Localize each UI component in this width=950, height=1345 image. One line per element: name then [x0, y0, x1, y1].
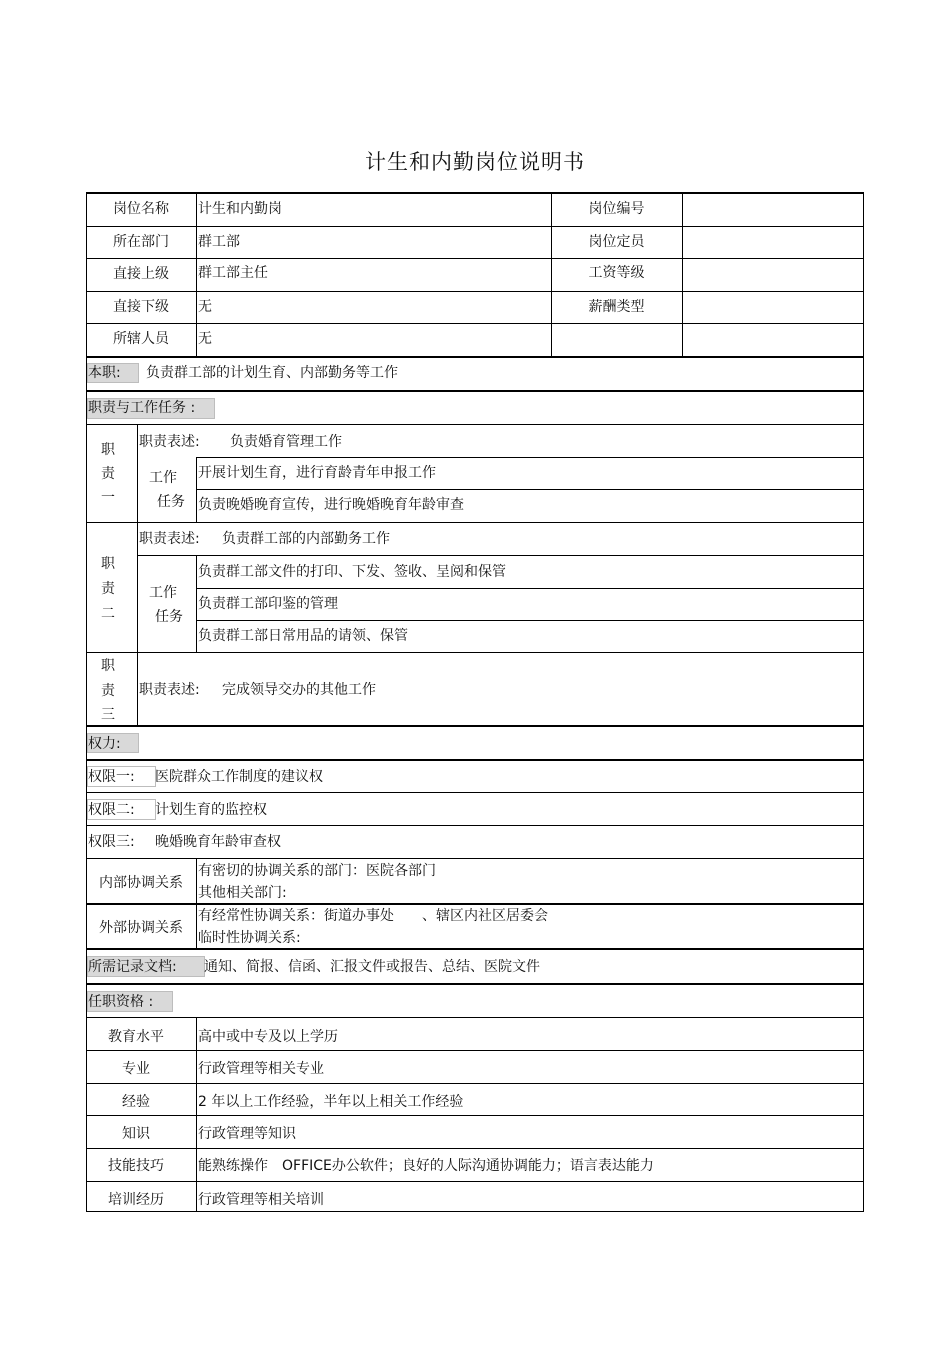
value-staff: 无 [198, 331, 212, 347]
row-divider [86, 323, 864, 324]
value-direct-superior: 群工部主任 [198, 265, 268, 281]
internal-relations-line1: 有密切的协调关系的部门：医院各部门 [198, 863, 436, 879]
label-headcount: 岗位定员 [588, 234, 645, 250]
duty2-desc-label: 职责表述: [139, 531, 200, 547]
column-divider [196, 858, 197, 948]
major-value: 行政管理等相关专业 [198, 1061, 324, 1077]
row-divider [86, 226, 864, 227]
duty3-char1: 职 [101, 658, 115, 674]
row-divider [86, 1050, 864, 1051]
label-direct-subordinate: 直接下级 [113, 299, 169, 315]
row-divider [86, 792, 864, 793]
section-divider [86, 903, 864, 905]
table-bottom-border [86, 1211, 864, 1212]
p1-value: 医院群众工作制度的建议权 [155, 769, 323, 785]
p2-value: 计划生育的监控权 [155, 802, 267, 818]
duty2-char1: 职 [101, 556, 115, 572]
row-divider [86, 1017, 864, 1018]
row-divider [196, 620, 864, 621]
external-relations-line1: 有经常性协调关系：街道办事处 、辖区内社区居委会 [198, 908, 548, 924]
row-divider [86, 424, 864, 425]
duty2-task3: 负责群工部日常用品的请领、保管 [198, 628, 408, 644]
duty1-char1: 职 [101, 442, 115, 458]
power-header: 权力: [88, 736, 121, 752]
row-divider [86, 825, 864, 826]
row-divider [86, 858, 864, 859]
edu-value: 高中或中专及以上学历 [198, 1029, 338, 1045]
duty1-task2: 负责晚婚晚育宣传，进行晚婚晚育年龄审查 [198, 497, 464, 513]
section-divider [86, 983, 864, 985]
duty1-desc: 负责婚育管理工作 [230, 434, 342, 450]
value-position-name: 计生和内勤岗 [198, 201, 282, 217]
duty3-desc: 完成领导交办的其他工作 [222, 682, 376, 698]
value-department: 群工部 [198, 234, 240, 250]
section-divider [86, 948, 864, 950]
experience-label: 经验 [122, 1094, 150, 1110]
row-divider [86, 1083, 864, 1084]
duty3-char2: 责 [101, 683, 115, 699]
row-divider [86, 1148, 864, 1149]
duty-value: 负责群工部的计划生育、内部勤务等工作 [146, 365, 398, 381]
duty1-desc-label: 职责表述: [139, 434, 200, 450]
major-label: 专业 [122, 1061, 150, 1077]
label-position-code: 岗位编号 [588, 201, 645, 217]
tasks-header: 职责与工作任务 : [88, 400, 196, 416]
value-direct-subordinate: 无 [198, 299, 212, 315]
row-divider [196, 588, 864, 589]
p1-label: 权限一: [88, 769, 135, 785]
page-title: 计生和内勤岗位说明书 [365, 150, 585, 174]
label-direct-superior: 直接上级 [113, 266, 169, 282]
training-value: 行政管理等相关培训 [198, 1192, 324, 1208]
duty1-task-label2: 任务 [157, 494, 185, 510]
knowledge-value: 行政管理等知识 [198, 1126, 296, 1142]
duty2-char3: 二 [101, 606, 115, 622]
duty1-task1: 开展计划生育，进行育龄青年申报工作 [198, 465, 436, 481]
duty2-desc: 负责群工部的内部勤务工作 [222, 531, 390, 547]
duty2-task1: 负责群工部文件的打印、下发、签收、呈阅和保管 [198, 564, 506, 580]
duty2-task-label2: 任务 [155, 609, 183, 625]
column-divider [196, 457, 197, 522]
training-label: 培训经历 [108, 1192, 164, 1208]
column-divider [196, 192, 197, 356]
duty2-char2: 责 [101, 581, 115, 597]
p3-value: 晚婚晚育年龄审查权 [155, 834, 281, 850]
external-relations-label: 外部协调关系 [99, 920, 183, 936]
row-divider [86, 1115, 864, 1116]
label-salary-grade: 工资等级 [588, 265, 645, 281]
row-divider [86, 291, 864, 292]
section-divider [86, 356, 864, 358]
column-divider [196, 555, 197, 652]
duty3-char3: 三 [101, 707, 115, 723]
label-staff: 所辖人员 [113, 331, 169, 347]
duty1-char2: 责 [101, 466, 115, 482]
skills-value: 能熟练操作 OFFICE办公软件；良好的人际沟通协调能力；语言表达能力 [198, 1158, 654, 1174]
row-divider [86, 258, 864, 259]
row-divider [196, 457, 864, 458]
duty3-desc-label: 职责表述: [139, 682, 200, 698]
qualification-header: 任职资格 : [88, 994, 154, 1010]
row-divider [137, 555, 864, 556]
column-divider [682, 192, 683, 356]
column-divider [137, 424, 138, 725]
documents-label: 所需记录文档: [88, 959, 177, 975]
label-pay-type: 薪酬类型 [588, 299, 645, 315]
internal-relations-line2: 其他相关部门: [198, 885, 287, 901]
p3-label: 权限三: [88, 834, 135, 850]
section-divider [86, 725, 864, 727]
duty2-task2: 负责群工部印鉴的管理 [198, 596, 338, 612]
row-divider [196, 489, 864, 490]
duty1-char3: 一 [101, 490, 115, 506]
internal-relations-label: 内部协调关系 [99, 875, 183, 891]
section-divider [86, 390, 864, 392]
table-top-border [86, 192, 864, 194]
knowledge-label: 知识 [122, 1126, 150, 1142]
skills-label: 技能技巧 [108, 1158, 164, 1174]
row-divider [86, 652, 864, 653]
external-relations-line2: 临时性协调关系: [198, 930, 301, 946]
edu-label: 教育水平 [108, 1029, 164, 1045]
duty-label: 本职: [88, 365, 121, 381]
label-department: 所在部门 [113, 234, 169, 250]
column-divider [196, 1017, 197, 1211]
duty1-task-label1: 工作 [149, 470, 177, 486]
p2-label: 权限二: [88, 802, 135, 818]
row-divider [86, 1181, 864, 1182]
section-divider [86, 759, 864, 761]
duty2-task-label1: 工作 [149, 585, 177, 601]
row-divider [86, 522, 864, 523]
experience-value: 2 年以上工作经验，半年以上相关工作经验 [198, 1094, 464, 1110]
label-position-name: 岗位名称 [113, 201, 169, 217]
documents-value: 通知、简报、信函、汇报文件或报告、总结、医院文件 [204, 959, 540, 975]
